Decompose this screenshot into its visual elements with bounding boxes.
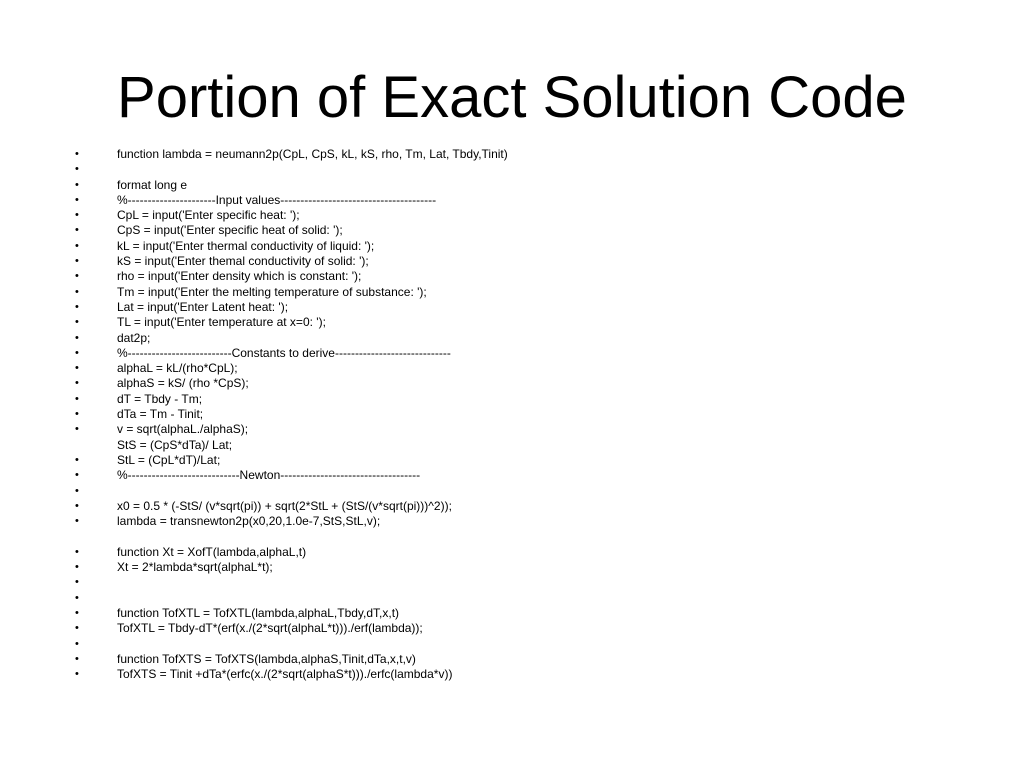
bullet-icon: • (75, 362, 79, 375)
bullet-icon: • (75, 652, 79, 665)
bullet-icon: • (75, 484, 79, 497)
code-line-text: dT = Tbdy - Tm; (117, 391, 203, 406)
bullet-icon: • (75, 453, 79, 466)
bullet-icon: • (75, 392, 79, 405)
code-line-text: TofXTL = Tbdy-dT*(erf(x./(2*sqrt(alphaL*t)))./erf(lambda)); (117, 621, 423, 636)
bullet-icon: • (75, 576, 79, 589)
bullet-icon: • (75, 499, 79, 512)
bullet-icon: • (75, 331, 79, 344)
bullet-icon: • (75, 469, 79, 482)
code-line-text: dTa = Tm - Tinit; (117, 407, 204, 422)
bullet-icon: • (75, 270, 79, 283)
code-line-text: function Xt = XofT(lambda,alphaL,t) (117, 544, 307, 559)
code-line-text: Tm = input('Enter the melting temperature of substance: '); (117, 284, 427, 299)
code-line-text: rho = input('Enter density which is constant: '); (117, 269, 362, 284)
bullet-icon: • (75, 377, 79, 390)
code-line-text: function TofXTL = TofXTL(lambda,alphaL,Tbdy,dT,x,t) (117, 605, 400, 620)
code-line-text: alphaS = kS/ (rho *CpS); (117, 376, 249, 391)
code-line-text: CpS = input('Enter specific heat of solid: '); (117, 223, 343, 238)
slide-title: Portion of Exact Solution Code (117, 65, 907, 130)
bullet-icon: • (75, 209, 79, 222)
bullet-icon: • (75, 224, 79, 237)
code-line-text: Lat = input('Enter Latent heat: '); (117, 299, 289, 314)
bullet-icon: • (75, 285, 79, 298)
code-line-text: x0 = 0.5 * (-StS/ (v*sqrt(pi)) + sqrt(2*StL + (StS/(v*sqrt(pi)))^2)); (117, 498, 452, 513)
bullet-icon: • (75, 515, 79, 528)
code-line-text: TL = input('Enter temperature at x=0: '); (117, 315, 326, 330)
code-line-text: kL = input('Enter thermal conductivity of liquid: '); (117, 238, 375, 253)
code-line-text: TofXTS = Tinit +dTa*(erfc(x./(2*sqrt(alphaS*t)))./erfc(lambda*v)) (117, 667, 453, 682)
bullet-icon: • (75, 545, 79, 558)
bullet-icon: • (75, 193, 79, 206)
code-line-text: Xt = 2*lambda*sqrt(alphaL*t); (117, 560, 273, 575)
code-line-text: kS = input('Enter themal conductivity of solid: '); (117, 254, 369, 269)
code-line-text: lambda = transnewton2p(x0,20,1.0e-7,StS,StL,v); (117, 514, 381, 529)
bullet-icon: • (75, 622, 79, 635)
bullet-icon: • (75, 178, 79, 191)
bullet-icon: • (75, 239, 79, 252)
bullet-icon: • (75, 423, 79, 436)
bullet-icon: • (75, 637, 79, 650)
bullet-icon: • (75, 606, 79, 619)
bullet-icon: • (75, 148, 79, 160)
bullet-icon: • (75, 255, 79, 268)
bullet-icon: • (75, 668, 79, 681)
code-line-text: function TofXTS = TofXTS(lambda,alphaS,Tinit,dTa,x,t,v) (117, 651, 416, 666)
code-line-text: %----------------------Input values--------------------------------------- (117, 192, 437, 207)
code-line-text: CpL = input('Enter specific heat: '); (117, 208, 300, 223)
code-line-text: v = sqrt(alphaL./alphaS); (117, 422, 249, 437)
bullet-icon: • (75, 591, 79, 604)
code-line-text: %----------------------------Newton----------------------------------- (117, 468, 421, 483)
code-line-text: StS = (CpS*dTa)/ Lat; (117, 437, 233, 452)
code-line-text: alphaL = kL/(rho*CpL); (117, 361, 238, 376)
code-line-text: format long e (117, 177, 188, 192)
code-line-text: StL = (CpL*dT)/Lat; (117, 452, 221, 467)
bullet-icon: • (75, 561, 79, 574)
code-line-text: dat2p; (117, 330, 151, 345)
code-line-text: function lambda = neumann2p(CpL, CpS, kL, kS, rho, Tm, Lat, Tbdy,Tinit) (117, 147, 508, 161)
bullet-icon: • (75, 163, 79, 176)
bullet-icon: • (75, 408, 79, 421)
bullet-icon: • (75, 300, 79, 313)
bullet-icon: • (75, 346, 79, 359)
bullet-icon: • (75, 316, 79, 329)
code-line-text: %--------------------------Constants to derive----------------------------- (117, 345, 451, 360)
